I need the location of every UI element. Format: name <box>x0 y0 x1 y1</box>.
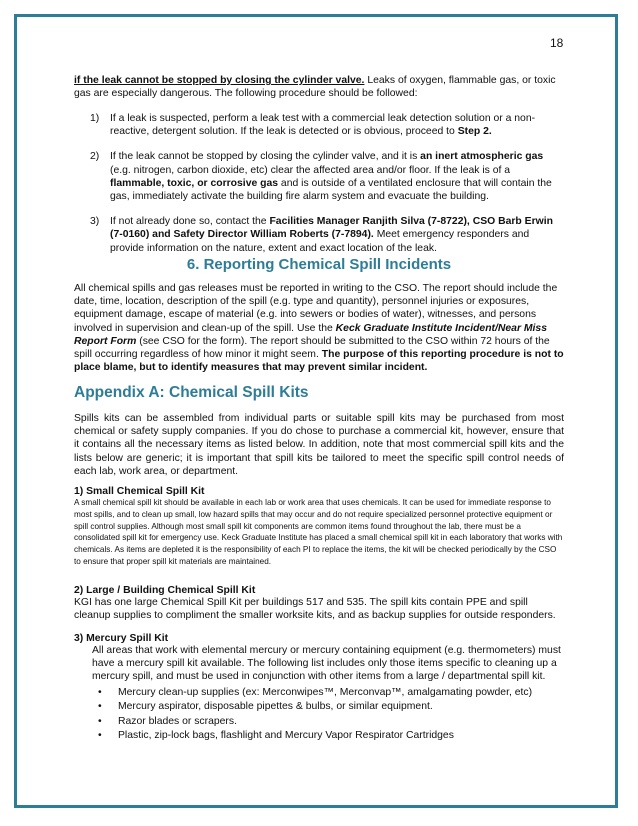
mercury-kit-item: • Plastic, zip-lock bags, flashlight and Mercury Vapor Respirator Cartridges <box>118 729 564 744</box>
intro-rest: Leaks of oxygen, flammable gas, or toxic gas are especially dangerous. The following procedure should be followed: <box>74 75 556 100</box>
small-kit-text: A small chemical spill kit should be available in each lab or work area that uses chemicals. It can be used for immediate response to most spills, and to clean up small, low hazard spills that may occur and do not require specialized personnel protective equipment or spill control supplies. Although most small spill kit components are common items found throughout the lab, there must be a consolidated spill kit for emergency use. Keck Graduate Institute has placed a small chemical spill kit in each laboratory that works with chemicals. As items are depleted it is the responsibility of each PI to replace the items, the kit will be checked periodically by the CSO to ensure that proper spill kit materials are maintained. <box>74 498 563 566</box>
procedure-step <box>74 112 564 138</box>
procedure-step <box>74 150 564 203</box>
step-text-part: and is outside of a ventilated enclosure that will contain the gas, immediately activate the building fire alarm system and evacuate the building. <box>110 177 552 203</box>
intro-bold-lead: if the leak cannot be stopped by closing the cylinder valve. <box>74 75 365 86</box>
step-text-part: If not already done so, contact the <box>110 216 270 228</box>
reporting-text-part: All chemical spills and gas releases must be reported in writing to the CSO. The report should include the date, time, location, description of the spill (e.g. type and quantity), personnel injuries or exposures, equipment damage, escape of material (e.g. into sewers or bodies of water), witnesses, and persons involved in supervision and clean-up of the spill. Use the <box>74 283 558 334</box>
step-number: 2) <box>90 151 100 163</box>
reporting-text-part: Keck Graduate Institute Incident/Near Miss Report Form <box>74 322 547 347</box>
large-kit-title: 2) Large / Building Chemical Spill Kit <box>74 585 256 596</box>
step-text-part: (e.g. nitrogen, carbon dioxide, etc) clear the affected area and/or floor. If the leak is of a <box>110 164 511 176</box>
mercury-kit-item: • Mercury aspirator, disposable pipettes & bulbs, or similar equipment. <box>118 700 564 715</box>
step-text-part: If a leak is suspected, perform a leak test with a commercial leak detection solution or a non-reactive, detergent solution. If the leak is detected or is obvious, proceed to <box>110 113 536 138</box>
large-kit-text: KGI has one large Chemical Spill Kit per buildings 517 and 535. The spill kits contain PPE and spill cleanup supplies to compliment the smaller worksite kits, and as backup supplies for outside responders. <box>74 597 556 622</box>
mercury-kit-item: • Razor blades or scrapers. <box>118 715 564 730</box>
step-text-part: If the leak cannot be stopped by closing the cylinder valve, and it is <box>110 151 421 163</box>
spill-kits-paragraph: Spills kits can be assembled from individual parts or suitable spill kits may be purchased from most chemical or safety supply companies. If you do chose to purchase a commercial kit, however, ensure that it contains all the necessary items as listed below. In addition, note that most commercial spill kits and the lists below are generic; it is important that spill kits be tailored to meet the specific spill control needs of each lab, work area, or department. <box>74 413 564 477</box>
step-text-part: Meet emergency responders and provide information on the nature, extent and exact location of the leak. <box>110 229 530 254</box>
step-text-part: flammable, toxic, or corrosive gas <box>110 177 279 189</box>
mercury-kit-body <box>74 644 564 684</box>
small-kit-section <box>74 486 564 568</box>
mercury-kit-text: All areas that work with elemental mercury or mercury containing equipment (e.g. thermometers) must have a mercury spill kit available. The following list includes only those items specific to cleaning up a mercury spill, and must be used in conjunction with other items from a large / departmental spill kit. <box>92 645 561 683</box>
step-text-part: an inert atmospheric gas <box>420 151 544 163</box>
page-number: 18 <box>550 36 564 50</box>
large-kit-section <box>74 585 564 622</box>
procedure-step <box>74 215 564 255</box>
intro-paragraph <box>74 74 564 100</box>
appendix-title: Appendix A: Chemical Spill Kits <box>74 384 309 401</box>
reporting-text-part: (see CSO for the form). The report should be submitted to the CSO within 72 hours of the spill occurring regardless of how minor it might seem. <box>74 335 550 361</box>
small-kit-title: 1) Small Chemical Spill Kit <box>74 486 205 497</box>
section-title: 6. Reporting Chemical Spill Incidents <box>186 256 452 273</box>
reporting-paragraph <box>74 282 564 374</box>
step-text-part: Step 2. <box>457 126 492 138</box>
mercury-kit-item: • Mercury clean-up supplies (ex: Merconwipes™, Merconvap™, amalgamating powder, etc) <box>118 686 564 701</box>
procedure-steps <box>74 112 564 267</box>
reporting-text-part: The purpose of this reporting procedure is not to place blame, but to identify measures that may prevent similar incident. <box>74 349 564 374</box>
step-number: 1) <box>90 113 100 124</box>
mercury-kit-section <box>74 633 564 744</box>
mercury-kit-title: 3) Mercury Spill Kit <box>74 633 169 644</box>
mercury-kit-items <box>74 686 564 744</box>
step-number: 3) <box>90 216 100 228</box>
step-text-part: Facilities Manager Ranjith Silva (7-8722), CSO Barb Erwin (7-0160) and Safety Director William Roberts (7-7894). <box>110 216 553 241</box>
